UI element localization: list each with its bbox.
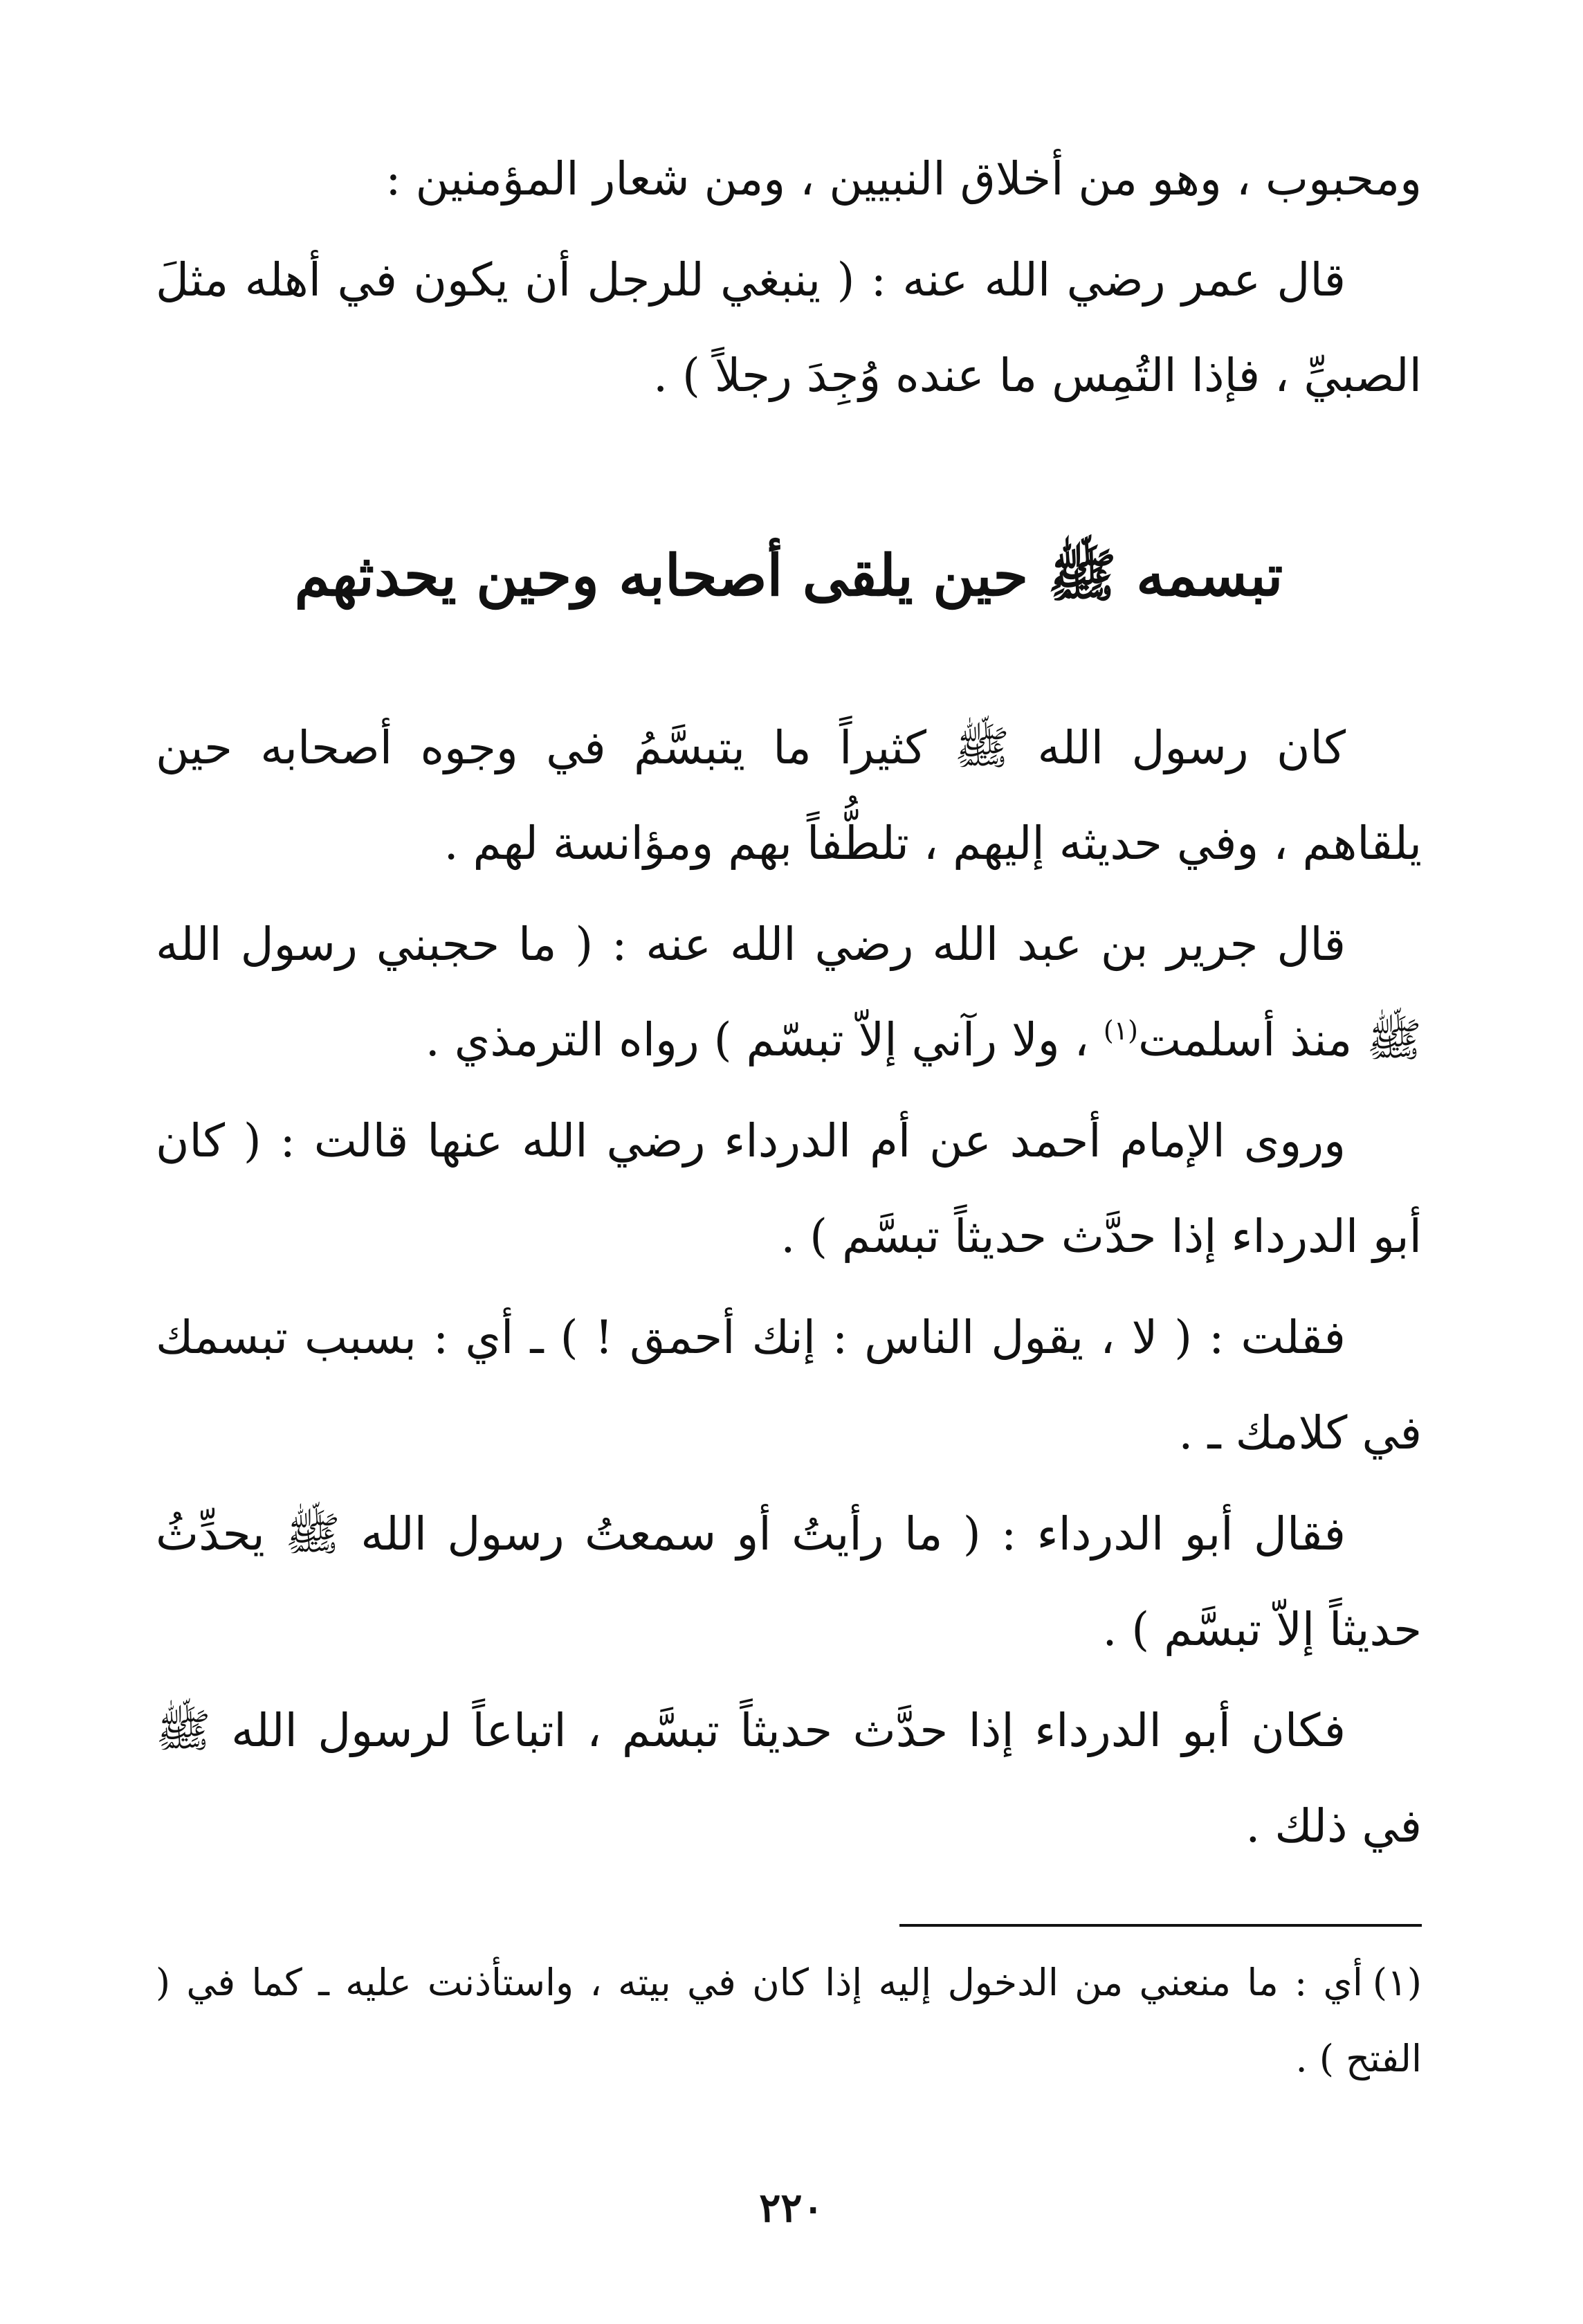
paragraph-umar-quote: قال عمر رضي الله عنه : ( ينبغي للرجل أن يكون في أهله مثلَ الصبيِّ ، فإذا التُمِس ما عنده وُجِدَ رجلاً ) . [156,253,1422,402]
main-text [156,131,1422,1880]
paragraph-jarir-hadith [156,897,1422,1088]
section-heading: تبسمه ﷺ حين يلقى أصحابه وحين يحدثهم [294,543,1283,609]
paragraph-faqultu: فقلت : ( لا ، يقول الناس : إنك أحمق ! ) ـ أي : بسبب تبسمك في كلامك ـ . [156,1311,1422,1460]
footnote-text: أي : ما منعني من الدخول إليه إذا كان في بيته ، واستأذنت عليه ـ كما في ( الفتح ) . [156,1961,1422,2080]
footnote [156,1945,1422,2097]
paragraph-jarir-text-after: ، ولا رآني إلاّ تبسّم ) رواه الترمذي . [425,1013,1104,1066]
paragraph-abu-darda: فقال أبو الدرداء : ( ما رأيتُ أو سمعتُ رسول الله ﷺ يحدِّثُ حديثاً إلاّ تبسَّم ) . [156,1507,1422,1656]
footnote-number: (١) [1372,1961,1422,2004]
paragraph-jarir-text-before: قال جرير بن عبد الله رضي الله عنه : ( ما حجبني رسول الله ﷺ منذ أسلمت [156,918,1422,1066]
footnote-reference: (١) [1103,1015,1138,1046]
paragraph-conclusion: فكان أبو الدرداء إذا حدَّث حديثاً تبسَّم ، اتباعاً لرسول الله ﷺ في ذلك . [156,1704,1422,1853]
footnote-separator [899,1924,1422,1927]
page-number: ٢٢٠ [759,2184,824,2231]
paragraph-intro: كان رسول الله ﷺ كثيراً ما يتبسَّمُ في وجوه أصحابه حين يلقاهم ، وفي حديثه إليهم ، تلطُّفاً بهم ومؤانسة لهم . [156,721,1422,870]
paragraph-umm-darda: وروى الإمام أحمد عن أم الدرداء رضي الله عنها قالت : ( كان أبو الدرداء إذا حدَّث حديثاً تبسَّم ) . [156,1114,1422,1263]
paragraph-continuation: ومحبوب ، وهو من أخلاق النبيين ، ومن شعار المؤمنين : [385,152,1422,206]
